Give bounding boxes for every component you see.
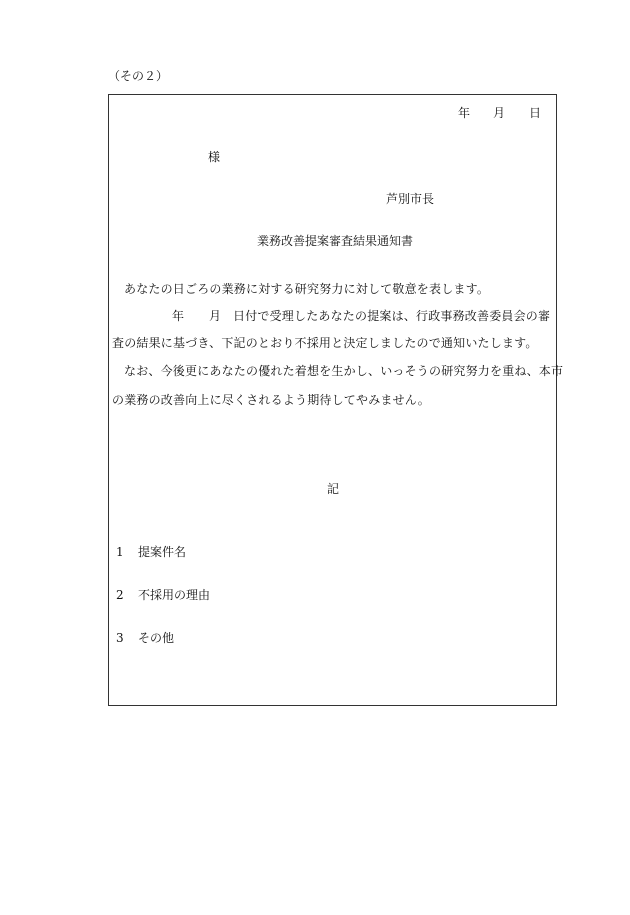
sender: 芦別市長 <box>386 192 435 206</box>
body-paragraph-1: あなたの日ごろの業務に対する研究努力に対して敬意を表します。 <box>124 282 490 296</box>
ki-heading: 記 <box>327 482 340 496</box>
addressee-suffix: 様 <box>208 150 221 164</box>
body-paragraph-3-line-1: なお、今後更にあなたの優れた着想を生かし、いっそうの研究努力を重ね、本市 <box>124 364 564 378</box>
date-year: 年 <box>458 106 471 120</box>
item-2-number: 2 <box>116 588 124 602</box>
item-1-label: 提案件名 <box>138 545 187 559</box>
body-paragraph-3-line-2: の業務の改善向上に尽くされるよう期待してやみません。 <box>112 393 430 407</box>
body-paragraph-2-line-1: 日付で受理したあなたの提案は、行政事務改善委員会の審 <box>233 309 551 323</box>
item-3-label: その他 <box>138 631 175 645</box>
item-1-number: 1 <box>116 545 124 559</box>
date-month: 月 <box>493 106 506 120</box>
body-date-year: 年 <box>172 309 185 323</box>
item-2-label: 不採用の理由 <box>138 588 211 602</box>
item-3-number: 3 <box>116 631 124 645</box>
body-date-month: 月 <box>209 309 222 323</box>
date-day: 日 <box>529 106 542 120</box>
document-title: 業務改善提案審査結果通知書 <box>257 234 414 248</box>
body-paragraph-2-line-2: 査の結果に基づき、下記のとおり不採用と決定しましたので通知いたします。 <box>112 336 538 350</box>
form-label: （その２） <box>108 69 169 83</box>
